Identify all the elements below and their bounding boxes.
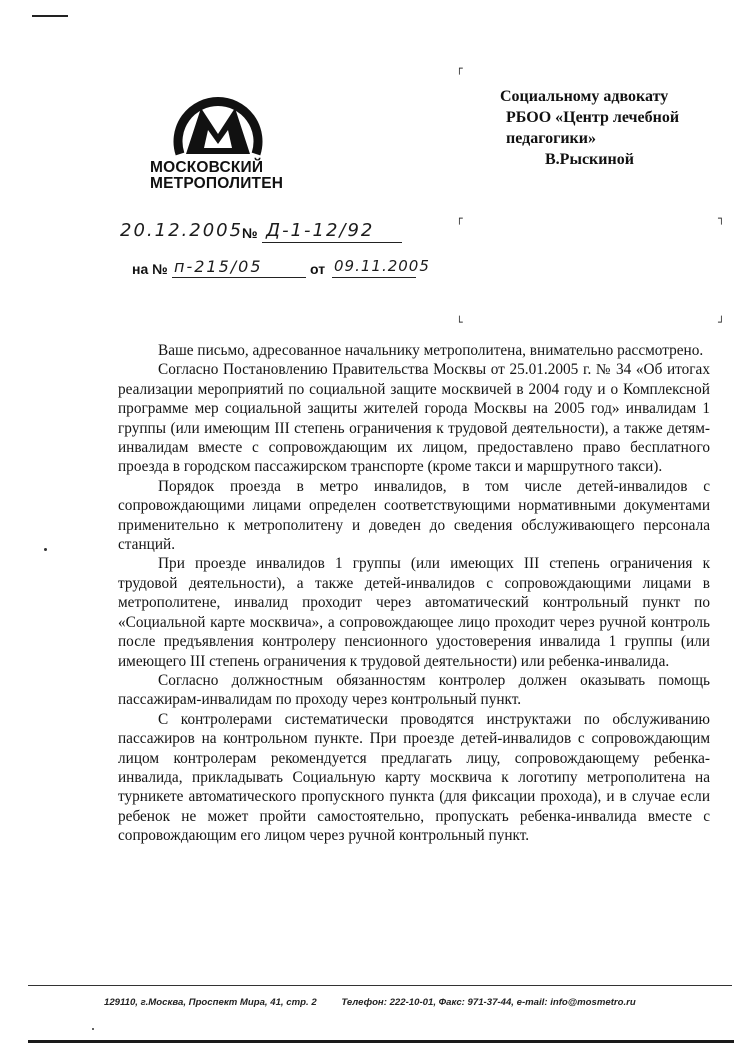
footer-address: 129110, г.Москва, Проспект Мира, 41, стр. 2 <box>104 997 317 1008</box>
fold-mark-bottom-left: └ <box>456 316 463 329</box>
fold-mark-top-right: ┐ <box>718 212 725 225</box>
logo-line-1: МОСКОВСКИЙ <box>150 159 264 176</box>
incoming-reference <box>118 256 438 282</box>
body-paragraph: Согласно должностным обязанностям контролер должен оказывать помощь пассажирам-инвалидам по проходу через контрольный пункт. <box>118 671 710 709</box>
addressee-line-4: В.Рыскиной <box>545 151 634 168</box>
body-paragraph: Ваше письмо, адресованное начальнику метрополитена, внимательно рассмотрено. <box>158 342 704 359</box>
body-paragraph: При проезде инвалидов 1 группы (или имеющих III степень ограничения к трудовой деятельности), а также детей-инвалидов с сопровождающими лицами в метрополитене, инвалид проходит через автоматический контрольный пункт по «Социальной карте москвича», а сопровождающее лицо проходит через ручной контроль после предъявления контролеру пенсионного удостоверения инвалида 1 группы (или имеющего III степень ограничения к трудовой деятельности) или ребенка-инвалида. <box>118 555 710 670</box>
scan-speck <box>92 1028 94 1030</box>
scan-mark <box>32 15 68 17</box>
addressee-line-2: РБОО «Центр лечебной <box>506 109 680 126</box>
incoming-number: п-215/05 <box>174 257 263 276</box>
addressee-line-1: Социальному адвокату <box>500 88 669 105</box>
fold-mark-mid: ┌ <box>456 212 463 225</box>
incoming-prefix: на № <box>132 261 168 277</box>
outgoing-date: 20.12.2005 <box>120 220 244 241</box>
footer-contacts: Телефон: 222-10-01, Факс: 971-37-44, e-mail: info@mosmetro.ru <box>341 997 636 1008</box>
body-paragraph: С контролерами систематически проводятся инструктажи по обслуживанию пассажиров на контрольном пункте. При проезде детей-инвалидов с сопровождающим лицом контролерам рекомендуется предлагать лицу, сопровождающему ребенка-инвалида, прикладывать Социальную карту москвича к логотипу метрополитена на турникете автоматического пропускного пункта (для фиксации прохода), и в случае если ребенок не может пройти самостоятельно, пропускать ребенка-инвалида вместе с сопровождающим его лицом через ручной контрольный пункт. <box>118 710 710 845</box>
outgoing-number-label: № <box>242 225 258 241</box>
footer-divider <box>28 985 732 986</box>
addressee-line-3: педагогики» <box>506 130 596 147</box>
letterhead-footer <box>104 997 724 1008</box>
logo-line-2: МЕТРОПОЛИТЕН <box>150 175 284 192</box>
incoming-number-underline <box>172 277 306 278</box>
body-paragraph: Согласно Постановлению Правительства Москвы от 25.01.2005 г. № 34 «Об итогах реализации мероприятий по социальной защите москвичей в 2004 году и о Комплексной программе мер социальной защиты жителей города Москвы на 2005 год» инвалидам 1 группы (или имеющим III степень ограничения к трудовой деятельности), а также детям-инвалидам вместе с сопровождающим их лицом, предоставлено право бесплатного проезда в городском пассажирском транспорте (кроме такси и маршрутного такси). <box>118 361 710 476</box>
outgoing-number-underline <box>262 242 402 243</box>
footer-bottom-rule <box>28 1040 734 1043</box>
metro-m-logo-icon <box>170 88 266 160</box>
fold-mark-bottom-right: ┘ <box>718 316 725 329</box>
metro-logo <box>150 88 290 192</box>
outgoing-number: Д-1-12/92 <box>266 220 375 241</box>
scan-speck <box>44 548 47 551</box>
incoming-date-prefix: от <box>310 261 326 277</box>
body-paragraph: Порядок проезда в метро инвалидов, в том числе детей-инвалидов с сопровождающими лицами определен соответствующими нормативными документами применительно к метрополитену и доведен до сведения обслуживающего персонала станций. <box>118 477 710 554</box>
letter-body <box>118 341 710 846</box>
incoming-date: 09.11.2005 <box>334 257 430 275</box>
incoming-date-underline <box>332 277 416 278</box>
outgoing-reference <box>118 220 418 246</box>
addressee-block <box>500 86 740 170</box>
fold-mark-top-left: ┌ <box>456 62 463 75</box>
